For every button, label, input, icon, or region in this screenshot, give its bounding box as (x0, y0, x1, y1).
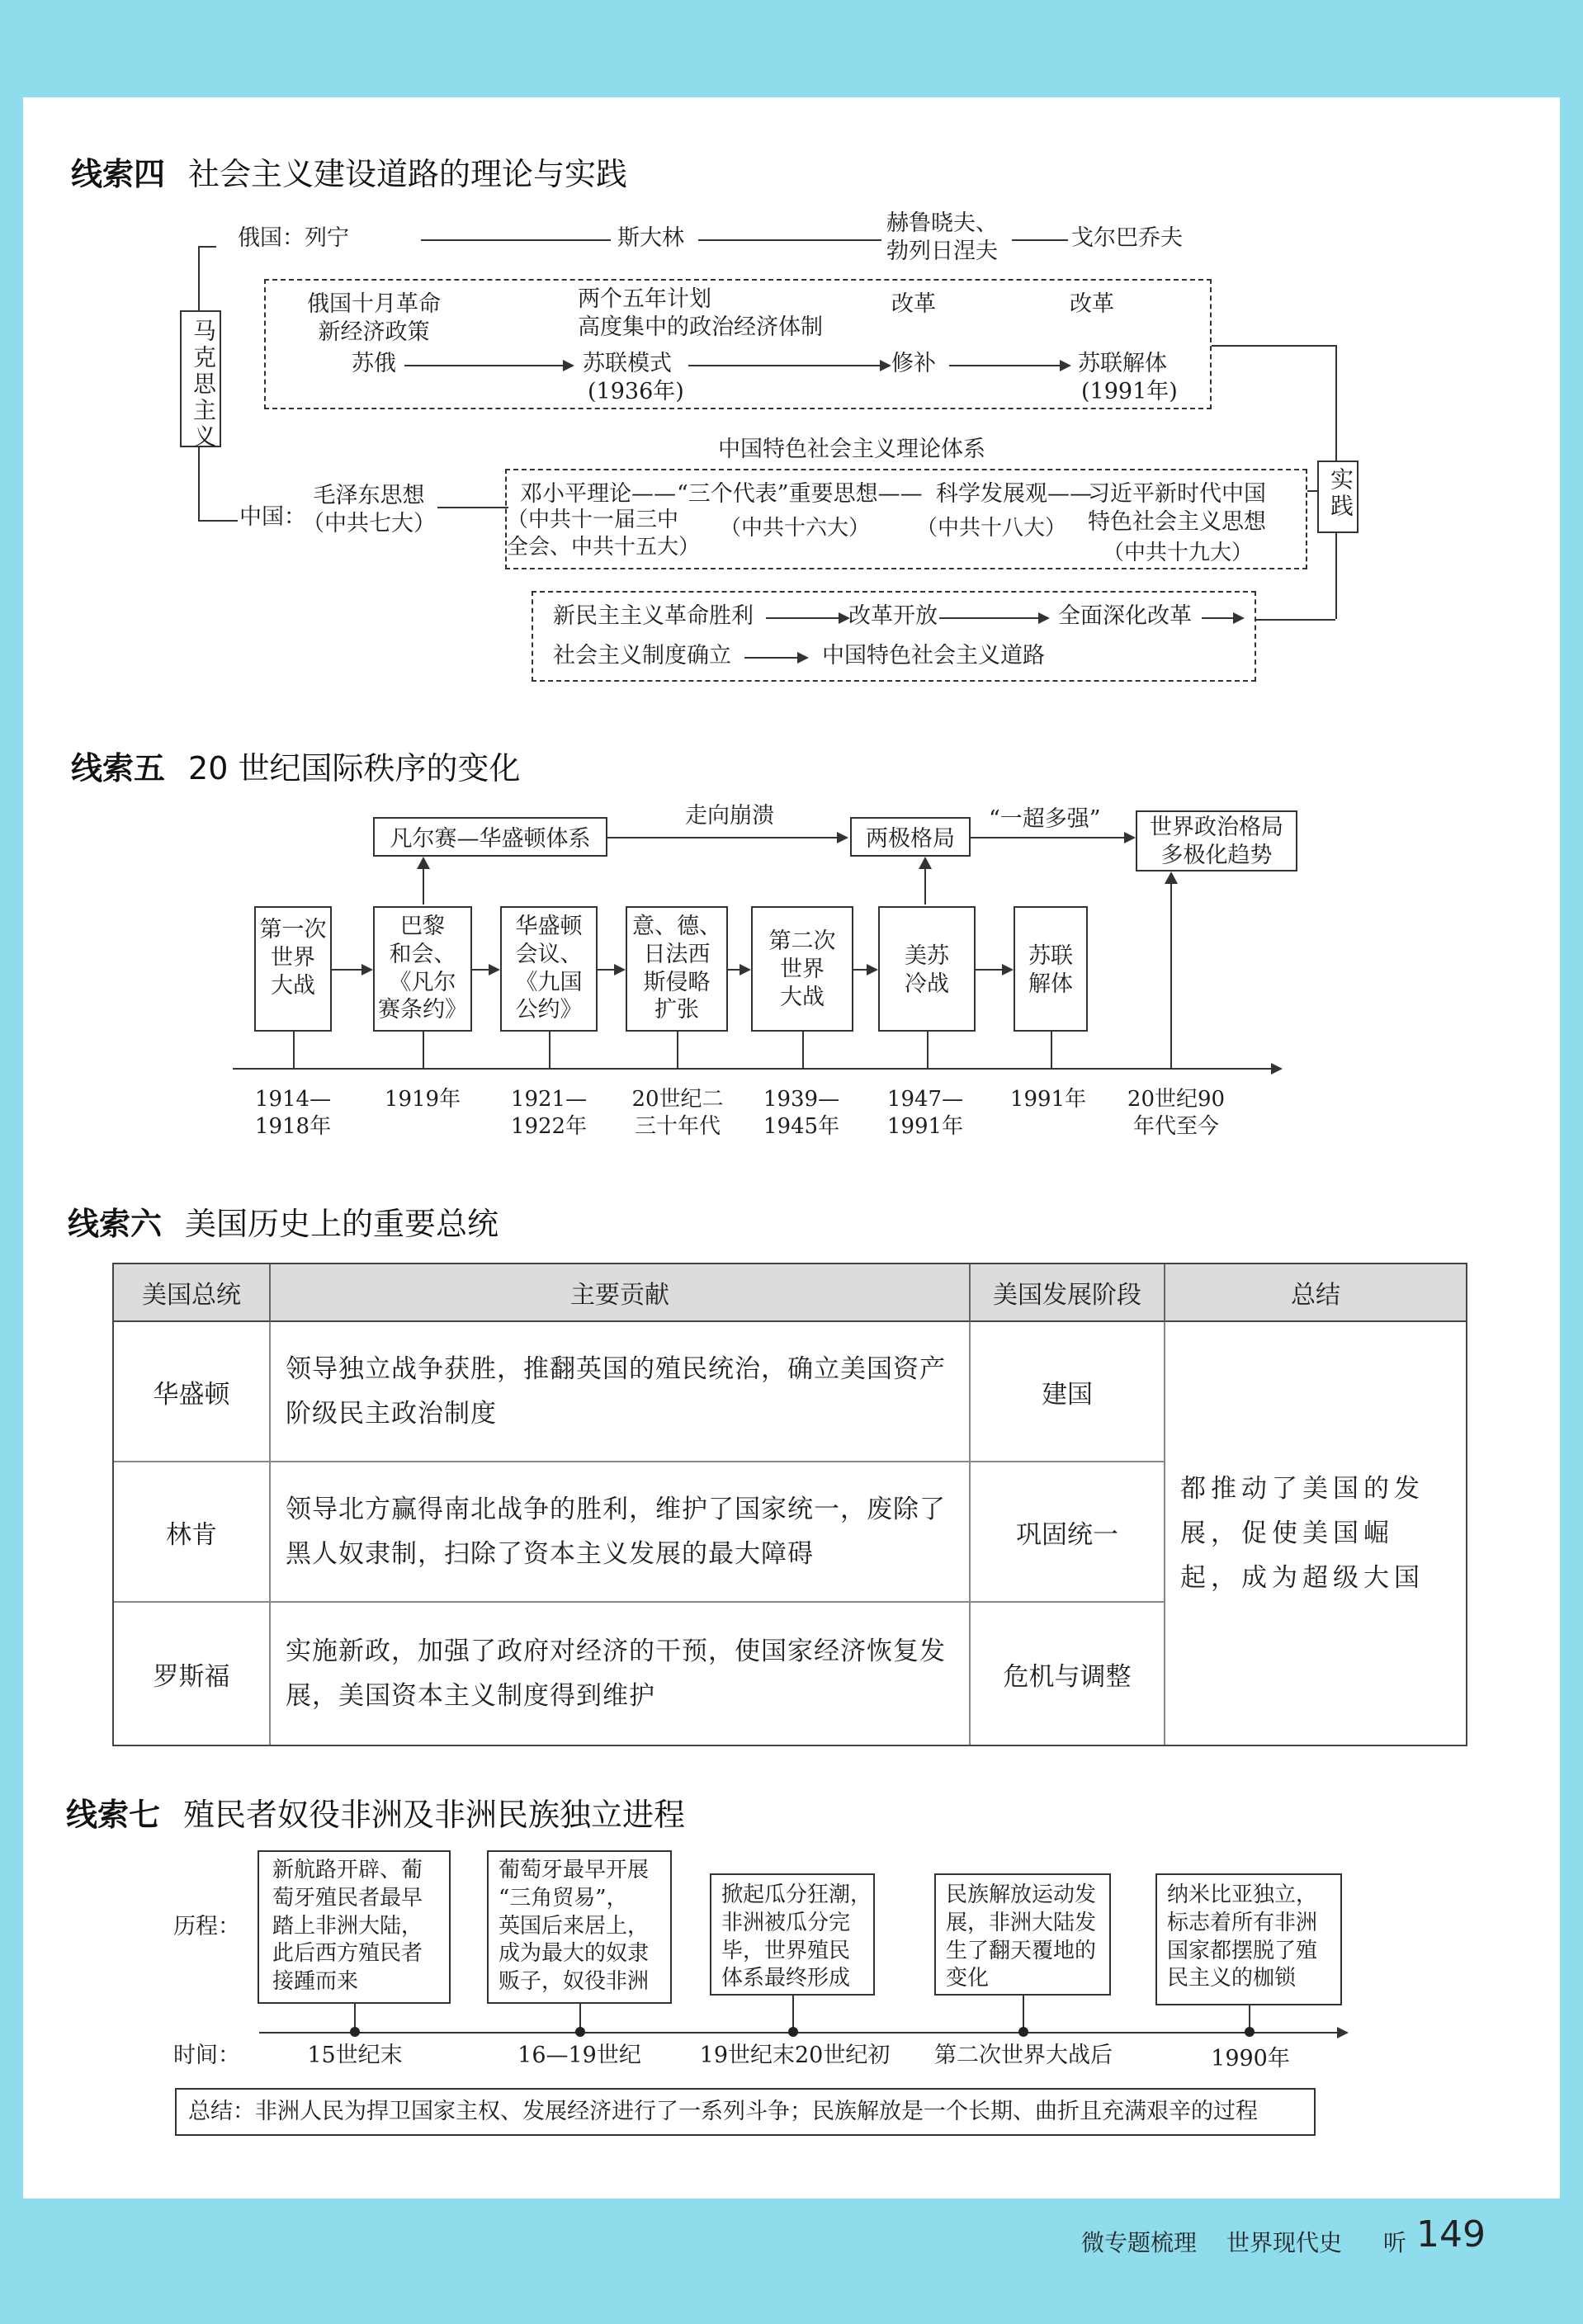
scientific-development-note: （中共十八大） (916, 516, 1067, 541)
gorbachev: 戈尔巴乔夫 (1071, 225, 1183, 251)
presidents-summary: 都推动了美国的发展，促使美国崛起，成为超级大国 (1180, 1473, 1425, 1594)
ussr-collapse-year: (1991年) (1081, 379, 1178, 404)
africa-time-3: 19世纪末20世纪初 (699, 2043, 891, 2068)
contribution-washington: 领导独立战争获胜，推翻英国的殖民统治，确立美国资产阶级民主政治制度 (271, 1322, 971, 1462)
header-summary: 总结 (1165, 1264, 1466, 1322)
section4-heading (71, 149, 627, 194)
section4-title: 社会主义建设道路的理论与实践 (188, 156, 628, 192)
president-lincoln: 林肯 (114, 1462, 271, 1603)
three-represents: “三个代表”重要思想—— (677, 481, 923, 507)
stage-unification: 巩固统一 (971, 1462, 1165, 1603)
section7-heading (66, 1789, 685, 1835)
section6-heading (68, 1198, 499, 1244)
header-president: 美国总统 (114, 1264, 271, 1322)
header-stage: 美国发展阶段 (971, 1264, 1165, 1322)
page-number: 149 (1416, 2213, 1486, 2256)
china-label: 中国： (239, 504, 306, 530)
africa-time-2: 16—19世纪 (517, 2043, 641, 2068)
africa-time-4: 第二次世界大战后 (934, 2043, 1113, 2068)
section6-title: 美国历史上的重要总统 (185, 1206, 499, 1242)
africa-stage-2: 葡萄牙最早开展 “三角贸易”， 英国后来居上， 成为最大的奴隶 贩子，奴役非洲 (499, 1858, 650, 1995)
stage-founding: 建国 (971, 1322, 1165, 1462)
ussr-dissolution: 苏联 解体 (1028, 943, 1073, 997)
section4-number: 线索四 (71, 156, 166, 192)
section7-title: 殖民者奴役非洲及非洲民族独立进程 (183, 1797, 686, 1833)
header-contribution: 主要贡献 (271, 1264, 971, 1322)
africa-stage-4: 民族解放运动发 展，非洲大陆发 生了翻天覆地的 变化 (946, 1882, 1097, 1991)
time-1939: 1939— 1945年 (763, 1087, 840, 1139)
president-roosevelt: 罗斯福 (114, 1603, 271, 1745)
section5-heading (71, 743, 520, 788)
section5-number: 线索五 (71, 750, 166, 786)
africa-time-1: 15世纪末 (307, 2043, 403, 2068)
africa-summary: 总结：非洲人民为捍卫国家主权、发展经济进行了一系列斗争；民族解放是一个长期、曲折且充满艰辛的过程 (188, 2099, 1258, 2124)
reform-gorbachev: 改革 (1070, 291, 1114, 317)
africa-time-5: 1990年 (1211, 2046, 1290, 2071)
multipolar-trend: 世界政治格局 多极化趋势 (1150, 815, 1283, 868)
three-represents-note: （中共十六大） (720, 516, 871, 541)
africa-stage-5: 纳米比亚独立， 标志着所有非洲 国家都摆脱了殖 民主义的枷锁 (1167, 1882, 1318, 1991)
reform-khrushchev: 改革 (891, 291, 936, 317)
time-1920s-30s: 20世纪二 三十年代 (631, 1087, 724, 1139)
deepen-reform: 全面深化改革 (1058, 603, 1192, 629)
soviet-model: 苏联模式 (583, 351, 672, 376)
section6-number: 线索六 (68, 1206, 163, 1242)
cold-war: 美苏 冷战 (905, 943, 949, 997)
footer-book: 世界现代史 (1226, 2229, 1343, 2256)
october-revolution: 俄国十月革命 新经济政策 (307, 291, 441, 345)
soviet-russia: 苏俄 (352, 351, 396, 376)
footer-band (0, 2199, 1583, 2324)
washington-conference: 华盛顿 会议、 《九国 公约》 (515, 914, 583, 1023)
contribution-roosevelt: 实施新政，加强了政府对经济的干预，使国家经济恢复发展，美国资本主义制度得到维护 (271, 1603, 971, 1745)
five-year-plans: 两个五年计划 高度集中的政治经济体制 (578, 286, 823, 340)
section7-number: 线索七 (66, 1797, 161, 1833)
time-1947: 1947— 1991年 (886, 1087, 964, 1139)
time-1991: 1991年 (1009, 1087, 1087, 1112)
ww2: 第二次 世界 大战 (768, 928, 836, 1010)
socialism-system-title: 中国特色社会主义理论体系 (718, 437, 985, 462)
deng-theory: 邓小平理论—— (520, 481, 676, 507)
practice-label: 实践 (1327, 467, 1354, 520)
deng-theory-note: （中共十一届三中 全会、中共十五大） (507, 508, 701, 560)
khrushchev-brezhnev: 赫鲁晓夫、 勃列日涅夫 (886, 210, 998, 264)
time-1921: 1921— 1922年 (510, 1087, 588, 1139)
bipolar-pattern: 两极格局 (866, 826, 955, 852)
footer-ting: 听 (1383, 2229, 1407, 2256)
time-1919: 1919年 (384, 1087, 461, 1112)
ussr-collapse: 苏联解体 (1078, 351, 1167, 376)
russia-lenin: 俄国：列宁 (238, 225, 349, 251)
africa-stage-1: 新航路开辟、葡 萄牙殖民者最早 踏上非洲大陆， 此后西方殖民者 接踵而来 (272, 1858, 423, 1995)
marxism-label: 马克思主义 (190, 319, 217, 451)
new-democratic-revolution: 新民主主义革命胜利 (553, 603, 754, 629)
toward-collapse: 走向崩溃 (685, 803, 774, 829)
xi-thought-note: （中共十九大） (1103, 541, 1254, 565)
fascist-aggression: 意、德、 日法西 斯侵略 扩张 (632, 914, 721, 1023)
footer-topic: 微专题梳理 (1081, 2229, 1198, 2256)
patch-up: 修补 (891, 351, 936, 376)
socialist-system-established: 社会主义制度确立 (553, 643, 731, 668)
versailles-washington-system: 凡尔赛—华盛顿体系 (390, 826, 591, 852)
process-label: 历程： (173, 1914, 240, 1939)
time-1990s: 20世纪90 年代至今 (1127, 1087, 1226, 1139)
africa-stage-3: 掀起瓜分狂潮， 非洲被瓜分完 毕，世界殖民 体系最终形成 (721, 1882, 872, 1991)
scientific-development: 科学发展观—— (936, 481, 1092, 507)
time-label: 时间： (173, 2043, 240, 2068)
stalin: 斯大林 (617, 225, 684, 251)
xi-thought: 习近平新时代中国 特色社会主义思想 (1088, 481, 1266, 535)
one-superpower-many-powers: “一超多强” (989, 806, 1101, 832)
chinese-socialism-road: 中国特色社会主义道路 (822, 643, 1045, 668)
paris-peace-conference: 巴黎 和会、 《凡尔 赛条约》 (378, 914, 467, 1023)
stage-crisis-adjustment: 危机与调整 (971, 1603, 1165, 1745)
reform-opening: 改革开放 (848, 603, 938, 629)
president-washington: 华盛顿 (114, 1322, 271, 1462)
ww1: 第一次 世界 大战 (259, 917, 327, 999)
soviet-model-year: (1936年) (588, 379, 684, 404)
contribution-lincoln: 领导北方赢得南北战争的胜利，维护了国家统一，废除了黑人奴隶制，扫除了资本主义发展的最大障碍 (271, 1462, 971, 1603)
time-1914: 1914— 1918年 (254, 1087, 332, 1139)
mao-thought: 毛泽东思想 （中共七大） (302, 483, 436, 536)
section5-title: 20 世纪国际秩序的变化 (188, 750, 521, 786)
